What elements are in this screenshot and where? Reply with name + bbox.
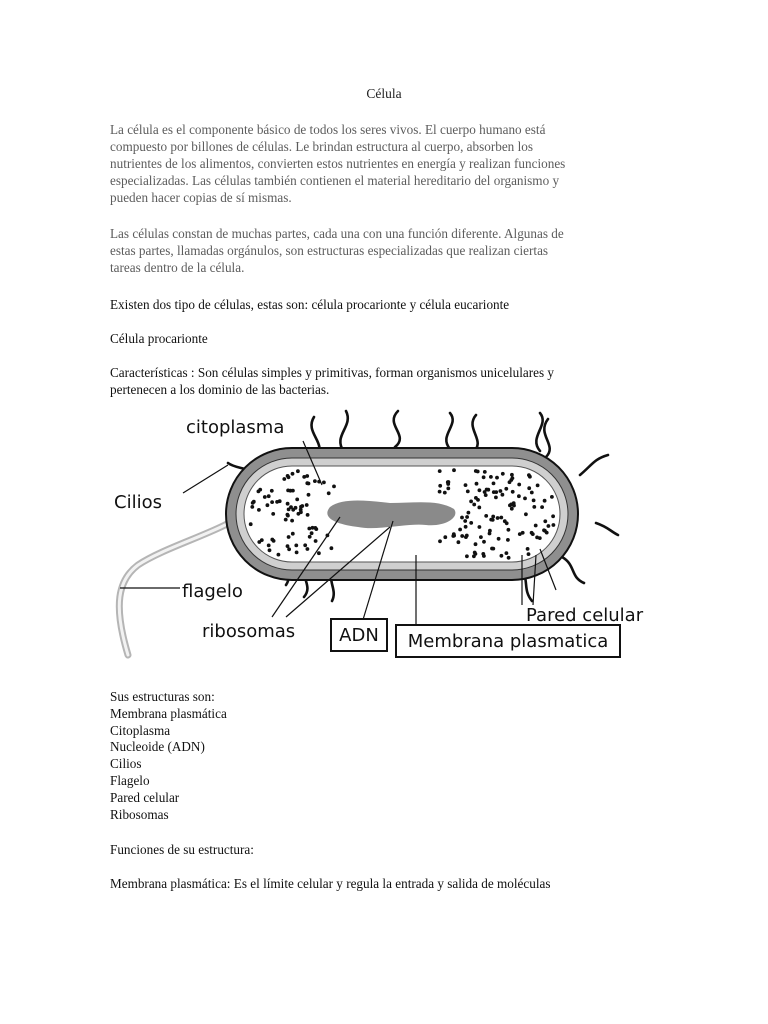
ribosome-dot (263, 495, 267, 499)
text-line: Las células constan de muchas partes, cada una con una función diferente. Algunas de (110, 226, 564, 241)
nucleoid (327, 501, 455, 529)
label-citoplasma: citoplasma (186, 417, 285, 438)
ribosome-dot (438, 469, 442, 473)
section-heading (110, 330, 650, 347)
ribosome-dot (307, 527, 311, 531)
ribosome-dot (499, 489, 503, 493)
list-item: Cilios (110, 756, 142, 772)
structures-list (110, 689, 227, 823)
list-item: Citoplasma (110, 722, 171, 738)
ribosome-dot (505, 521, 509, 525)
ribosome-dot (311, 526, 315, 530)
list-heading: Sus estructuras son: (110, 689, 215, 704)
ribosome-dot (475, 482, 479, 486)
ribosome-dot (500, 554, 504, 558)
ribosome-dot (479, 535, 483, 539)
ribosome-dot (482, 475, 486, 479)
ribosome-dot (474, 496, 478, 500)
ribosome-dot (458, 528, 462, 532)
functions-heading: Funciones de su estructura: (110, 842, 254, 857)
text-line: estas partes, llamadas orgánulos, son estructuras especializadas que realizan ciertas (110, 243, 549, 258)
ribosome-dot (547, 524, 551, 528)
ribosome-dot (291, 532, 295, 536)
ribosome-dot (330, 546, 334, 550)
ribosome-dot (507, 528, 511, 532)
ribosome-dot (443, 491, 447, 495)
text-line: pueden hacer copias de sí mismas. (110, 190, 292, 205)
ribosome-dot (527, 486, 531, 490)
ribosome-dot (438, 490, 442, 494)
membrane-function-text: Membrana plasmática: Es el límite celular y regula la entrada y salida de moléculas (110, 876, 551, 891)
ribosome-dot (478, 525, 482, 529)
ribosome-dot (536, 484, 540, 488)
ribosome-dot (512, 504, 516, 508)
list-item: Nucleoide (ADN) (110, 739, 205, 755)
ribosome-dot (296, 469, 300, 473)
ribosome-dot (478, 488, 482, 492)
list-item: Membrana plasmática (110, 705, 227, 721)
ribosome-dot (446, 480, 450, 484)
ribosome-dot (460, 534, 464, 538)
ribosome-dot (532, 499, 536, 503)
ribosome-dot (270, 500, 274, 504)
ribosome-dot (523, 497, 527, 501)
ribosome-dot (465, 554, 469, 558)
ribosome-dot (528, 475, 532, 479)
ribosome-dot (465, 515, 469, 519)
intro-paragraph (110, 121, 650, 206)
ribosome-dot (302, 475, 306, 479)
ribosome-dot (303, 543, 307, 547)
cell-types-paragraph (110, 296, 650, 313)
ribosome-dot (509, 478, 513, 482)
ribosome-dot (497, 537, 501, 541)
ribosome-dot (266, 503, 270, 507)
ribosome-dot (268, 548, 272, 552)
ribosome-dot (322, 481, 326, 485)
ribosome-dot (307, 493, 311, 497)
ribosome-dot (295, 551, 299, 555)
ribosome-dot (538, 536, 542, 540)
ribosome-dot (504, 487, 508, 491)
ribosome-dot (476, 470, 480, 474)
ribosome-dot (489, 475, 493, 479)
ribosome-dot (472, 503, 476, 507)
ribosome-dot (306, 513, 310, 517)
ribosome-dot (501, 472, 505, 476)
label-cilios: Cilios (114, 492, 162, 513)
ribosome-dot (483, 490, 487, 494)
ribosome-dot (534, 524, 538, 528)
ribosome-dot (486, 488, 490, 492)
label-adn: ADN (339, 625, 379, 646)
ribosome-dot (251, 501, 255, 505)
ribosome-dot (465, 534, 469, 538)
page-title: Célula (366, 86, 402, 101)
ribosome-dot (300, 504, 304, 508)
ribosome-dot (310, 531, 314, 535)
ribosome-dot (452, 532, 456, 536)
ribosome-dot (542, 528, 546, 532)
ribosome-dot (291, 508, 295, 512)
ribosome-dot (501, 493, 505, 497)
ribosome-dot (271, 512, 275, 516)
ribosome-dot (463, 519, 467, 523)
ribosome-dot (270, 489, 274, 493)
ribosome-dot (543, 499, 547, 503)
list-item: Flagelo (110, 772, 150, 788)
ribosome-dot (305, 503, 309, 507)
ribosome-dot (287, 535, 291, 539)
ribosome-dot (249, 522, 253, 526)
ribosome-dot (282, 477, 286, 481)
ribosome-dot (517, 483, 521, 487)
ribosome-dot (294, 544, 298, 548)
ribosome-dot (306, 547, 310, 551)
ribosome-dot (499, 516, 503, 520)
text-line: compuesto por billones de células. Le brindan estructura al cuerpo, absorben los (110, 139, 533, 154)
ribosome-dot (446, 487, 450, 491)
ribosome-dot (526, 547, 530, 551)
ribosome-dot (477, 506, 481, 510)
ribosome-dot (507, 556, 511, 560)
text-line: Características : Son células simples y primitivas, forman organismos unicelulares y (110, 365, 555, 380)
ribosome-dot (496, 516, 500, 520)
ribosome-dot (492, 490, 496, 494)
ribosome-dot (289, 489, 293, 493)
ribosome-dot (474, 542, 478, 546)
ribosome-dot (270, 538, 274, 542)
text-line: La célula es el componente básico de todos los seres vivos. El cuerpo humano está (110, 122, 546, 137)
ribosome-dot (286, 513, 290, 517)
ribosome-dot (492, 482, 496, 486)
ribosome-dot (299, 510, 303, 514)
ribosome-dot (484, 514, 488, 518)
ribosome-dot (313, 479, 317, 483)
ribosome-dot (250, 505, 254, 509)
ribosome-dot (452, 468, 456, 472)
text-line: tareas dentro de la célula. (110, 260, 245, 275)
ribosome-dot (510, 473, 514, 477)
text-line: pertenecen a los dominio de las bacterias. (110, 382, 330, 397)
ribosome-dot (467, 511, 471, 515)
ribosome-dot (464, 483, 468, 487)
ribosome-dot (314, 539, 318, 543)
text-line: especializadas. Las células también contienen el material hereditario del organismo y (110, 173, 560, 188)
ribosome-dot (551, 514, 555, 518)
text-line: nutrientes de los alimentos, convierten estos nutrientes en energía y realizan funciones (110, 156, 566, 171)
ribosome-dot (305, 481, 309, 485)
ribosome-dot (505, 551, 509, 555)
ribosome-dot (290, 519, 294, 523)
ribosome-dot (466, 490, 470, 494)
ribosome-dot (257, 508, 261, 512)
ribosome-dot (460, 516, 464, 520)
ribosome-dot (494, 496, 498, 500)
ribosome-dot (552, 523, 556, 527)
label-ribosomas: ribosomas (202, 621, 296, 642)
ribosome-dot (258, 488, 262, 492)
ribosome-dot (521, 531, 525, 535)
ribosome-dot (464, 525, 468, 529)
organelles-paragraph (110, 225, 650, 276)
ribosome-dot (469, 521, 473, 525)
ribosome-dot (257, 540, 261, 544)
ribosome-dot (457, 540, 461, 544)
ribosome-dot (286, 474, 290, 478)
ribosome-dot (488, 532, 492, 536)
ribosome-dot (267, 494, 271, 498)
ribosome-dot (327, 491, 331, 495)
ribosome-dot (481, 552, 485, 556)
text-line: Existen dos tipo de células, estas son: célula procarionte y célula eucarionte (110, 297, 510, 312)
ribosome-dot (474, 552, 478, 556)
ribosome-dot (491, 547, 495, 551)
ribosome-dot (286, 502, 290, 506)
ribosome-dot (511, 490, 515, 494)
ribosome-dot (332, 485, 336, 489)
ribosome-dot (438, 539, 442, 543)
ribosome-dot (277, 553, 281, 557)
ribosome-dot (438, 484, 442, 488)
list-item: Ribosomas (110, 806, 169, 822)
ribosome-dot (524, 512, 528, 516)
ribosome-dot (295, 498, 299, 502)
ribosome-dot (506, 538, 510, 542)
ribosome-dot (267, 544, 271, 548)
ribosome-dot (275, 500, 279, 504)
ribosome-dot (540, 505, 544, 509)
characteristics-paragraph (110, 364, 650, 398)
ribosome-dot (483, 470, 487, 474)
ribosome-dot (530, 491, 534, 495)
ribosome-dot (469, 500, 473, 504)
ribosome-dot (510, 507, 514, 511)
ribosome-dot (527, 552, 531, 556)
ribosome-dot (308, 535, 312, 539)
ribosome-dot (550, 495, 554, 499)
ribosome-dot (489, 518, 493, 522)
ribosome-dot (532, 505, 536, 509)
label-flagelo: flagelo (182, 581, 243, 602)
ribosome-dot (530, 531, 534, 535)
ribosome-dot (287, 547, 291, 551)
ribosome-dot (517, 494, 521, 498)
ribosome-dot (495, 476, 499, 480)
ribosome-dot (443, 535, 447, 539)
ribosome-dot (317, 551, 321, 555)
ribosome-dot (543, 519, 547, 523)
ribosome-dot (291, 472, 295, 476)
label-pared: Pared celular (526, 605, 644, 626)
ribosome-dot (482, 540, 486, 544)
ribosome-dot (284, 518, 288, 522)
text-line: Célula procarionte (110, 331, 208, 346)
list-item: Pared celular (110, 789, 180, 805)
label-membrana: Membrana plasmatica (407, 631, 609, 652)
prokaryote-diagram (108, 405, 660, 675)
